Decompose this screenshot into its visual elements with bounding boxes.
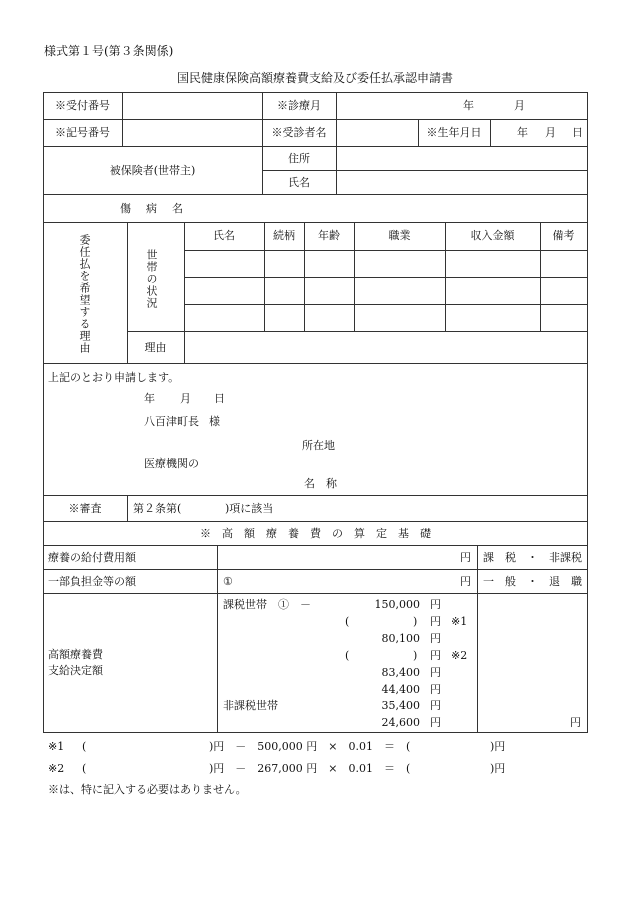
disease-name-label: 傷 病 名 <box>120 202 185 215</box>
medical-cost-label: 療養の給付費用額 <box>48 551 136 564</box>
amount-4-yen: 円 <box>430 649 441 662</box>
patient-name-label: ※受診者名 <box>271 126 327 139</box>
note1-mark: ※1 <box>451 615 468 628</box>
col-relation: 続柄 <box>273 229 295 242</box>
amount-1: 150,000 <box>374 598 420 611</box>
amount-7-yen: 円 <box>430 699 441 712</box>
paren-close-2: ) <box>413 649 418 662</box>
amount-3-yen: 円 <box>430 632 441 645</box>
footnote2-open: ( <box>82 762 87 775</box>
footnote1-mark: ※1 <box>48 740 65 753</box>
delegation-reason-vertical: 委任払を希望する理由 <box>78 234 91 354</box>
col-name: 氏名 <box>213 229 235 242</box>
amount-2-yen: 円 <box>430 615 441 628</box>
amount-8-yen: 円 <box>430 716 441 729</box>
birthdate-label: ※生年月日 <box>426 126 482 139</box>
medical-cost-yen: 円 <box>460 551 471 564</box>
review-text-suffix: )項に該当 <box>225 502 274 515</box>
col-occupation: 職業 <box>388 229 411 242</box>
tax-class-options: 課 税 ・ 非課税 <box>483 551 582 564</box>
amount-1-yen: 円 <box>430 598 441 611</box>
household-status-vertical: 世帯の状況 <box>145 249 158 309</box>
footnote1-close: )円 <box>490 740 506 753</box>
footnote2-expression: )円 － 267,000 円 × 0.01 ＝ ( <box>209 762 411 775</box>
amount-6: 44,400 <box>381 683 420 696</box>
institution-label: 医療機関の <box>144 457 199 470</box>
application-year: 年 <box>144 392 155 405</box>
name-label: 氏名 <box>288 176 310 189</box>
amount-5: 83,400 <box>381 666 420 679</box>
reception-number-label: ※受付番号 <box>55 99 110 112</box>
footnote2-close: )円 <box>490 762 506 775</box>
copay-yen: 円 <box>460 575 471 588</box>
addressee-honorific: 様 <box>209 415 220 428</box>
col-income: 収入金額 <box>470 229 515 242</box>
reason-label: 理由 <box>144 341 167 354</box>
col-age: 年齢 <box>318 229 340 242</box>
copay-circle-one: ① <box>223 575 233 588</box>
calc-heading: ※ 高 額 療 養 費 の 算 定 基 礎 <box>200 527 431 540</box>
right-column-yen: 円 <box>570 716 581 729</box>
amount-8: 24,600 <box>381 716 420 729</box>
note2-mark: ※2 <box>451 649 468 662</box>
review-text-prefix: 第２条第( <box>133 502 182 515</box>
paren-open-1: ( <box>345 615 350 628</box>
insured-label: 被保険者(世帯主) <box>109 164 196 177</box>
footnote1-open: ( <box>82 740 87 753</box>
application-month: 月 <box>180 392 191 405</box>
institution-address-label: 所在地 <box>302 439 335 452</box>
non-taxed-household-label: 非課税世帯 <box>223 699 278 712</box>
application-day: 日 <box>214 392 225 405</box>
address-label: 住所 <box>288 152 310 165</box>
birth-day-unit: 日 <box>572 126 583 139</box>
copay-label: 一部負担金等の額 <box>48 575 136 588</box>
birth-year-unit: 年 <box>517 126 528 139</box>
form-title: 国民健康保険高額療養費支給及び委任払承認申請書 <box>176 71 453 85</box>
taxed-household-label: 課税世帯 ① － <box>223 598 311 611</box>
treatment-month-label: ※診療月 <box>277 99 321 112</box>
amount-7: 35,400 <box>381 699 420 712</box>
form-number: 様式第１号(第３条関係) <box>44 44 174 58</box>
treatment-month-unit: 月 <box>514 99 525 112</box>
amount-3: 80,100 <box>381 632 420 645</box>
high-cost-label-2: 支給決定額 <box>48 664 103 677</box>
application-statement: 上記のとおり申請します。 <box>48 371 180 384</box>
record-number-label: ※記号番号 <box>55 126 110 139</box>
amount-5-yen: 円 <box>430 666 441 679</box>
review-label: ※審査 <box>68 502 102 515</box>
footnote-note: ※は、特に記入する必要はありません。 <box>48 783 247 796</box>
institution-name-label: 名 称 <box>304 477 337 490</box>
col-remarks: 備考 <box>552 229 575 242</box>
footnote1-expression: )円 － 500,000 円 × 0.01 ＝ ( <box>209 740 411 753</box>
category-options: 一 般 ・ 退 職 <box>483 575 582 588</box>
footnote2-mark: ※2 <box>48 762 65 775</box>
paren-close-1: ) <box>413 615 418 628</box>
amount-6-yen: 円 <box>430 683 441 696</box>
addressee: 八百津町長 <box>144 415 199 428</box>
birth-month-unit: 月 <box>545 126 556 139</box>
high-cost-label-1: 高額療養費 <box>48 648 103 661</box>
paren-open-2: ( <box>345 649 350 662</box>
treatment-year-unit: 年 <box>463 99 474 112</box>
